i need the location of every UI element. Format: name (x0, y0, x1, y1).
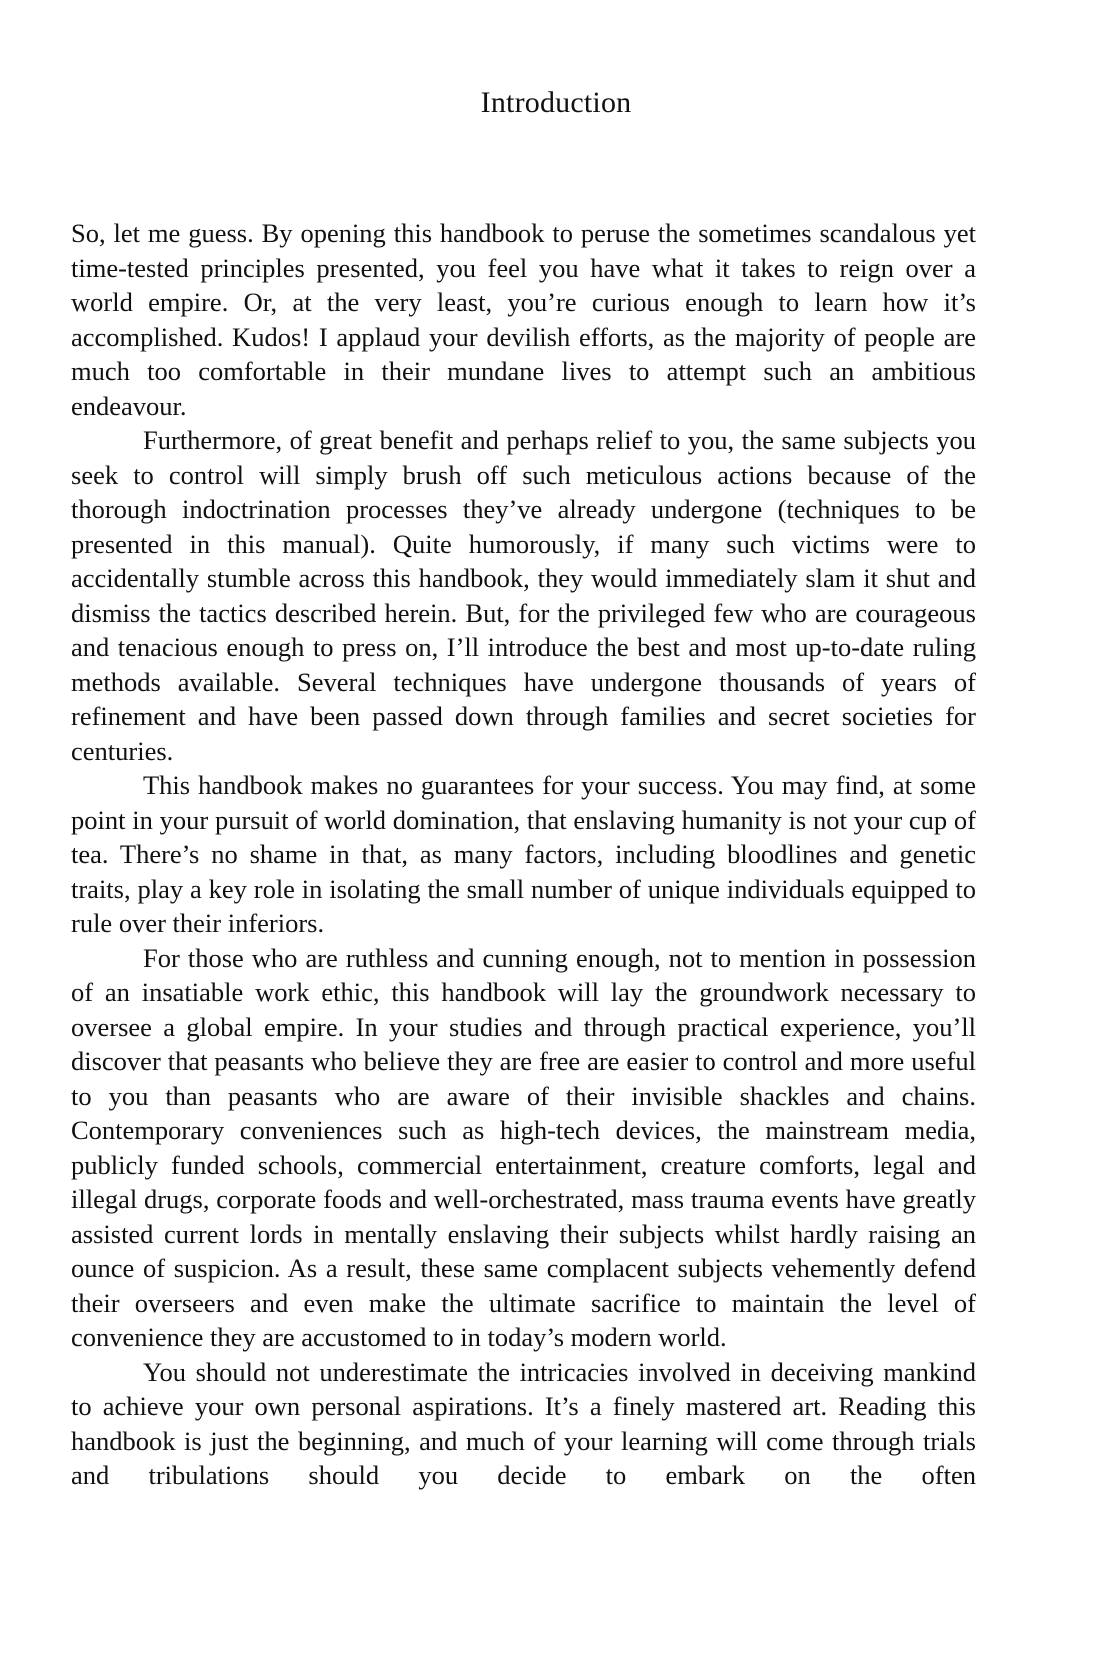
paragraph: For those who are ruthless and cunning enough, not to mention in possession of an insatiable work ethic, this handbook will lay the groundwork necessary to oversee a global empire. In your studies and through practical experience, you’ll discover that peasants who believe they are free are easier to control and more useful to you than peasants who are aware of their invisible shackles and chains. Contemporary conveniences such as high-tech devices, the mainstream media, publicly funded schools, commercial entertainment, creature comforts, legal and illegal drugs, corporate foods and well-orchestrated, mass trauma events have greatly assisted current lords in mentally enslaving their subjects whilst hardly raising an ounce of suspicion. As a result, these same complacent subjects vehemently defend their overseers and even make the ultimate sacrifice to maintain the level of convenience they are accustomed to in today’s modern world. (71, 942, 976, 1352)
paragraph: So, let me guess. By opening this handbook to peruse the sometimes scandalous yet time-tested principles presented, you feel you have what it takes to reign over a world empire. Or, at the very least, you’re curious enough to learn how it’s accomplished. Kudos! I applaud your devilish efforts, as the majority of people are much too comfortable in their mundane lives to attempt such an ambitious endeavour. (71, 218, 976, 421)
chapter-title: Introduction (480, 86, 632, 119)
paragraph: You should not underestimate the intricacies involved in deceiving mankind to achieve your own personal aspirations. It’s a finely mastered art. Reading this handbook is just the beginning, and much of your learning will come through trials and tribulations should you decide to embark on the often (71, 1356, 976, 1490)
paragraph: This handbook makes no guarantees for your success. You may find, at some point in your pursuit of world domination, that enslaving humanity is not your cup of tea. There’s no shame in that, as many factors, including bloodlines and genetic traits, play a key role in isolating the small number of unique individuals equipped to rule over their inferiors. (71, 770, 976, 938)
body-text (71, 216, 976, 1493)
paragraph: Furthermore, of great benefit and perhaps relief to you, the same subjects you seek to control will simply brush off such meticulous actions because of the thorough indoctrination processes they’ve already undergone (techniques to be presented in this manual). Quite humorously, if many such victims were to accidentally stumble across this handbook, they would immediately slam it shut and dismiss the tactics described herein. But, for the privileged few who are courageous and tenacious enough to press on, I’ll introduce the best and most up-to-date ruling methods available. Several techniques have undergone thousands of years of refinement and have been passed down through families and secret societies for centuries. (71, 425, 976, 766)
